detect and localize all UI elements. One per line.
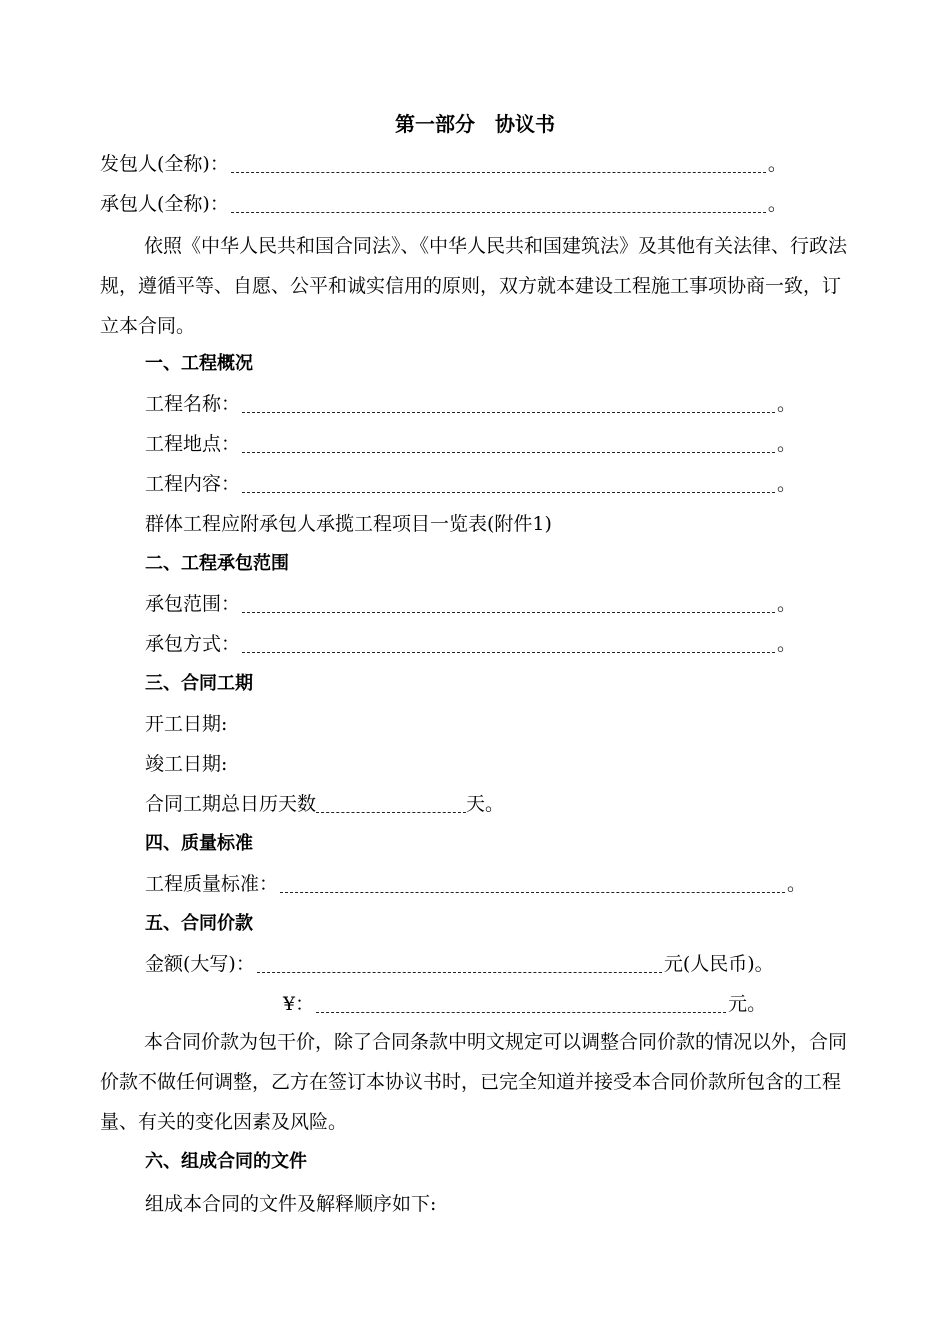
period: 。 (787, 873, 807, 895)
start-date-label: 开工日期: (145, 713, 228, 735)
project-location-line (145, 428, 796, 460)
price-paragraph: 本合同价款为包干价，除了合同条款中明文规定可以调整合同价款的情况以外，合同价款不做任何调整，乙方在签订本协议书时，已完全知道并接受本合同价款所包含的工程量、有关的变化因素及风险。 (100, 1031, 848, 1133)
scope-line (145, 588, 796, 620)
section-heading-quality: 四、质量标准 (145, 833, 253, 854)
yen-blank[interactable] (316, 998, 726, 1013)
contractor-line (100, 188, 787, 220)
section-heading-period: 三、合同工期 (145, 673, 253, 694)
total-days-blank[interactable] (316, 798, 466, 813)
amount-suffix: 元(人民币)。 (663, 953, 774, 975)
yen-suffix: 元。 (728, 993, 767, 1015)
section-heading-price: 五、合同价款 (145, 913, 253, 934)
project-name-label: 工程名称： (145, 393, 241, 415)
yen-label: ¥： (283, 993, 315, 1015)
period: 。 (777, 433, 797, 455)
employer-label: 发包人(全称)： (100, 153, 229, 175)
contractor-label: 承包人(全称)： (100, 193, 229, 215)
period: 。 (777, 633, 797, 655)
project-name-blank[interactable] (242, 398, 775, 413)
employer-line (100, 148, 787, 180)
quality-line (145, 868, 806, 900)
amount-label: 金额(大写)： (145, 953, 255, 975)
scope-blank[interactable] (242, 598, 775, 613)
contractor-blank[interactable] (231, 198, 766, 213)
total-days-label: 合同工期总日历天数 (145, 793, 317, 815)
scope-label: 承包范围： (145, 593, 241, 615)
employer-blank[interactable] (231, 158, 766, 173)
intro-paragraph: 依照《中华人民共和国合同法》、《中华人民共和国建筑法》及其他有关法律、行政法规，遵循平等、自愿、公平和诚实信用的原则，双方就本建设工程施工事项协商一致，订立本合同。 (100, 235, 848, 337)
quality-label: 工程质量标准： (145, 873, 279, 895)
period: 。 (767, 193, 787, 215)
project-location-blank[interactable] (242, 438, 775, 453)
project-location-label: 工程地点： (145, 433, 241, 455)
mode-label: 承包方式： (145, 633, 241, 655)
section-heading-scope: 二、工程承包范围 (145, 553, 289, 574)
period: 。 (777, 393, 797, 415)
end-date-label: 竣工日期: (145, 753, 228, 775)
page-title: 第一部分 协议书 (395, 112, 555, 136)
period: 。 (777, 593, 797, 615)
documents-intro: 组成本合同的文件及解释顺序如下: (145, 1193, 437, 1215)
total-days-line (145, 788, 504, 820)
project-content-blank[interactable] (242, 478, 775, 493)
project-content-line (145, 468, 796, 500)
yen-line (283, 988, 766, 1020)
amount-line (145, 948, 774, 980)
period: 。 (777, 473, 797, 495)
mode-line (145, 628, 796, 660)
mode-blank[interactable] (242, 638, 775, 653)
amount-blank[interactable] (257, 958, 662, 973)
section-heading-overview: 一、工程概况 (145, 353, 253, 374)
quality-blank[interactable] (280, 878, 785, 893)
section-heading-documents: 六、组成合同的文件 (145, 1151, 307, 1172)
total-days-suffix: 天。 (466, 793, 505, 815)
project-name-line (145, 388, 796, 420)
group-project-note: 群体工程应附承包人承揽工程项目一览表(附件1) (145, 513, 552, 535)
period: 。 (767, 153, 787, 175)
project-content-label: 工程内容： (145, 473, 241, 495)
